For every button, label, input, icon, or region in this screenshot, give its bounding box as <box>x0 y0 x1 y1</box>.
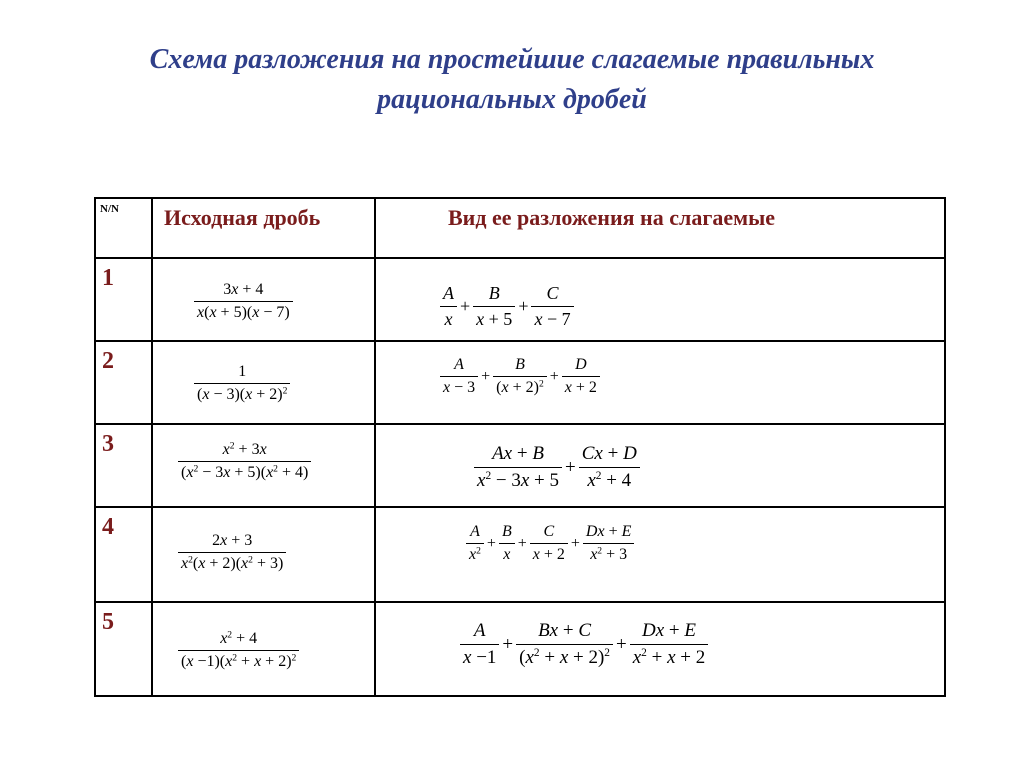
source-fraction: 3x + 4 x(x + 5)(x − 7) <box>194 281 293 322</box>
table-border-left <box>94 197 96 697</box>
decomposition-formula: $\frac{A}{x -1}$ + $\frac{Bx + C}{(x^2 + x + 2)^2}$ + $\frac{Dx + E}{x^2 + x + 2}$ <box>460 620 708 669</box>
decomposition-formula: $\frac{A}{x - 3}$ + $\frac{B}{(x + 2)^2}$ + $\frac{D}{x + 2}$ <box>440 356 600 397</box>
source-fraction: 2x + 3 $x^2(x + 2)(x^2 + 3)$ <box>178 532 286 573</box>
header-decomposition: Вид ее разложения на слагаемые <box>448 205 776 230</box>
header-source-fraction: Исходная дробь <box>164 205 321 230</box>
table-border-bottom <box>94 695 946 697</box>
table-row-divider <box>94 340 946 342</box>
header-num: N/N <box>100 203 119 215</box>
table-border-right <box>944 197 946 697</box>
decomposition-formula: $\frac{A}{x^2}$ + $\frac{B}{x}$ + $\frac{C}{x + 2}$ + $\frac{Dx + E}{x^2 + 3}$ <box>466 523 634 564</box>
page-subtitle: рациональных дробей <box>377 84 647 115</box>
table-row-divider <box>94 506 946 508</box>
decomposition-formula: $\frac{Ax + B}{x^2 - 3x + 5}$ + $\frac{Cx + D}{x^2 + 4}$ <box>474 443 640 492</box>
table-border-top <box>94 197 946 199</box>
page-title: Схема разложения на простейшие слагаемые правильных <box>149 44 875 75</box>
row-number: 3 <box>102 431 114 457</box>
source-fraction: 1 $(x - 3)(x + 2)^2$ <box>194 363 290 404</box>
row-number: 2 <box>102 348 114 374</box>
source-fraction: $x^2 + 3x$ $(x^2 - 3x + 5)(x^2 + 4)$ <box>178 441 311 482</box>
row-number: 4 <box>102 514 114 540</box>
table-row-divider <box>94 257 946 259</box>
row-number: 5 <box>102 609 114 635</box>
decomposition-formula: $\frac{A}{x}$ + $\frac{B}{x + 5}$ + $\frac{C}{x - 7}$ <box>440 283 574 330</box>
table-row-divider <box>94 423 946 425</box>
source-fraction: $x^2 + 4$ $(x -1)(x^2 + x + 2)^2$ <box>178 630 299 671</box>
table-col-divider <box>374 197 376 697</box>
row-number: 1 <box>102 265 114 291</box>
table-row-divider <box>94 601 946 603</box>
table-col-divider <box>151 197 153 697</box>
